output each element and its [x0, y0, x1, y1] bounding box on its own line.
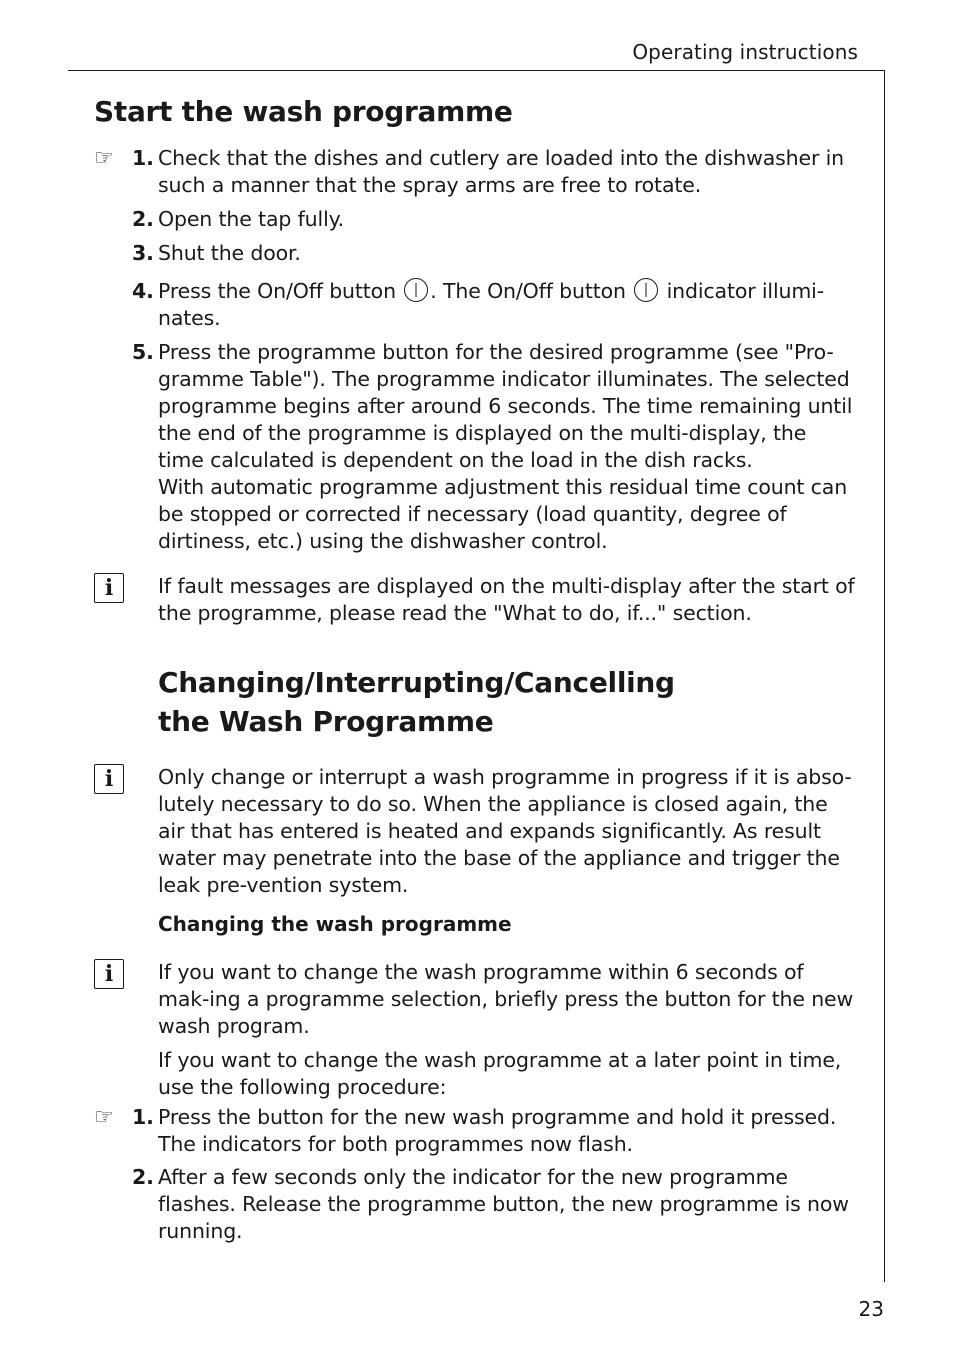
- page-number: 23: [858, 1297, 884, 1321]
- change-step-2: [94, 1164, 858, 1245]
- step-number: 2.: [132, 207, 154, 231]
- step-text: Open the tap fully.: [158, 207, 345, 231]
- step-text-c: indicator illumi-nates.: [158, 279, 824, 330]
- section-title-changing: [158, 663, 858, 741]
- side-rule: [884, 70, 885, 1282]
- step-number: 2.: [132, 1165, 154, 1189]
- step-text-b: . The On/Off button: [430, 279, 626, 303]
- power-button-icon: [404, 278, 428, 302]
- step-text: Shut the door.: [158, 241, 301, 265]
- page-content: [94, 92, 858, 1245]
- step-text: Check that the dishes and cutlery are loaded into the dishwasher in such a manner that the spray arms are free to rotate.: [158, 146, 844, 197]
- info-note-fault-messages: [94, 573, 858, 627]
- step-number: 4.: [132, 279, 154, 303]
- step-number: 1.: [132, 146, 154, 170]
- step-number: 5.: [132, 340, 154, 364]
- power-button-icon: [634, 278, 658, 302]
- step-text: Press the button for the new wash programme and hold it pressed. The indicators for both programmes now flash.: [158, 1105, 837, 1156]
- step-text-continued: With automatic programme adjustment this residual time count can be stopped or corrected if necessary (load quantity, degree of dirtiness, etc.) using the dishwasher control.: [158, 475, 848, 553]
- step-text: Press the programme button for the desired programme (see "Pro-gramme Table"). The programme indicator illuminates. The selected programme begins after around 6 seconds. The time remaining until the end of the programme is displayed on the multi-display, the time calculated is dependent on the load in the dish racks.: [158, 340, 853, 472]
- info-icon: i: [94, 764, 124, 794]
- paragraph-later-change: If you want to change the wash programme at a later point in time, use the following procedure:: [158, 1048, 842, 1099]
- step-5: [94, 339, 858, 555]
- step-2: [94, 206, 858, 233]
- info-note-change-within-6s: [94, 959, 858, 1040]
- info-icon: i: [94, 573, 124, 603]
- step-text-a: Press the On/Off button: [158, 279, 396, 303]
- section-title-line1: Changing/Interrupting/Cancelling: [158, 666, 675, 699]
- step-1: [94, 145, 858, 199]
- pointing-hand-icon: ☞: [94, 146, 114, 171]
- info-text: Only change or interrupt a wash programme in progress if it is abso-lutely necessary to do so. When the appliance is closed again, the air that has entered is heated and expands significantly. As result water may penetrate into the base of the appliance and trigger the leak pre-vention system.: [158, 765, 852, 897]
- info-text: If you want to change the wash programme within 6 seconds of mak-ing a programme selection, briefly press the button for the new wash program.: [158, 960, 854, 1038]
- info-icon: i: [94, 959, 124, 989]
- section-title-start-wash: Start the wash programme: [94, 95, 513, 128]
- step-4: [94, 278, 858, 332]
- step-3: [94, 240, 858, 267]
- section-title-line2: the Wash Programme: [158, 705, 494, 738]
- step-number: 1.: [132, 1105, 154, 1129]
- step-text: After a few seconds only the indicator for the new programme flashes. Release the programme button, the new programme is now running.: [158, 1165, 849, 1243]
- subheading-changing-wash-programme: Changing the wash programme: [158, 912, 512, 936]
- header-rule: [68, 70, 885, 71]
- step-number: 3.: [132, 241, 154, 265]
- change-step-1: [94, 1104, 858, 1158]
- info-note-interrupt-warning: [94, 764, 858, 899]
- pointing-hand-icon: ☞: [94, 1105, 114, 1130]
- info-text: If fault messages are displayed on the multi-display after the start of the programme, please read the "What to do, if..." section.: [158, 574, 855, 625]
- running-header: Operating instructions: [632, 40, 858, 64]
